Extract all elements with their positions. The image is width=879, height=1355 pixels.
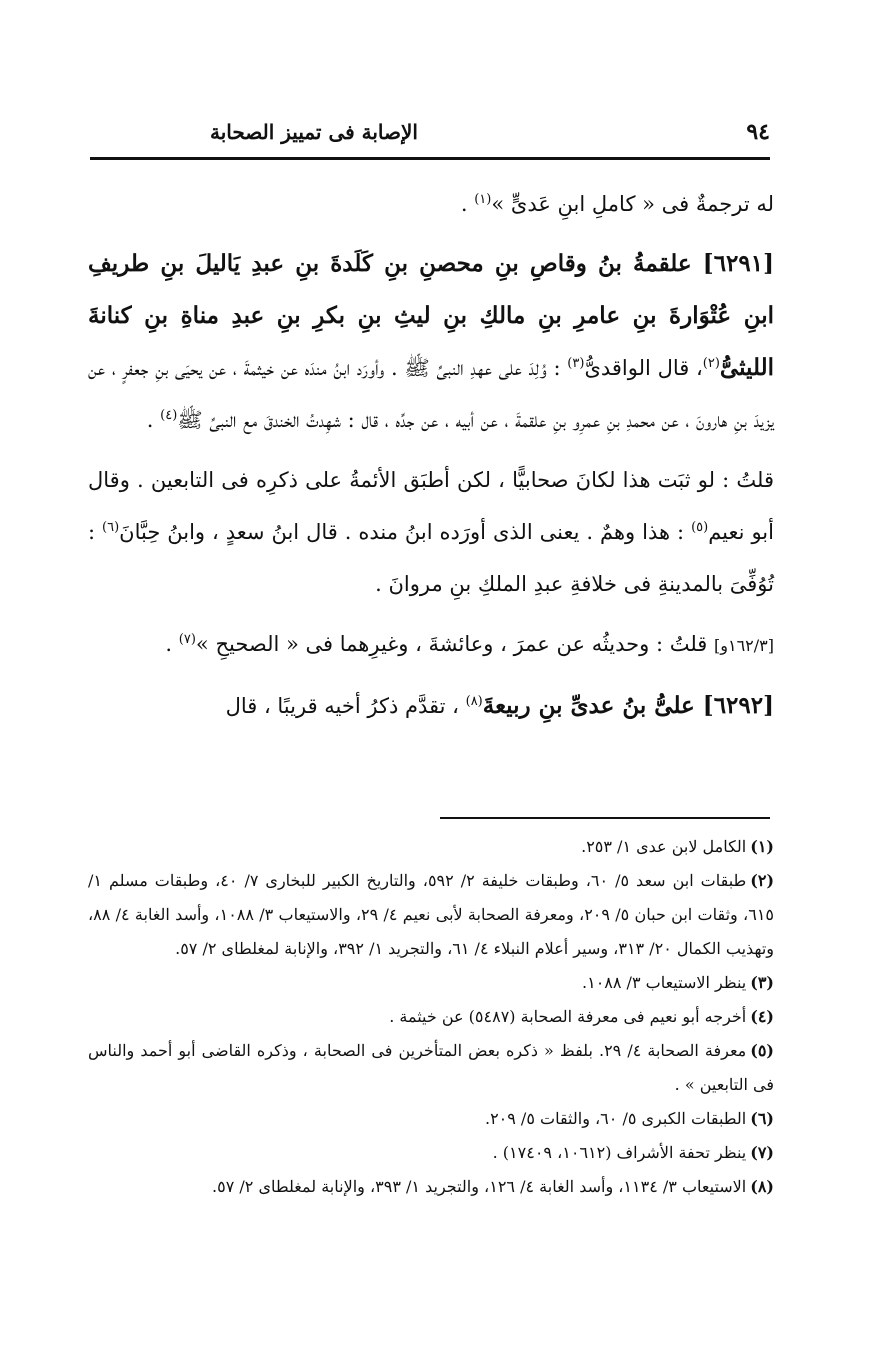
footnote [88,830,774,864]
manuscript-ref: [١٦٢/٣و] [714,636,774,655]
paragraph-end: . [460,192,475,216]
paragraph-end: . [165,632,179,656]
footnote-ref: (١) [474,192,492,207]
paragraph-text: : هذا وهمٌ . يعنى الذى أورَده ابنُ منده . قال ابنُ سعدٍ ، وابنُ حِبَّانَ [119,520,692,544]
footnote-ref: (٦) [102,520,120,535]
entry-name: علقمةُ بنُ وقاصِ بنِ محصنِ بنِ كَلَدةَ بنِ عبدِ يَاليلَ بنِ طريفِ ابنِ عُتْوَارةَ بنِ عامرِ بنِ مالكِ بنِ ليثِ بنِ بكرِ بنِ عبدِ مناةِ بنِ كنانةَ الليثىُّ [88,250,774,381]
footnote-text: ينظر الاستيعاب ٣/ ١٠٨٨. [582,973,747,992]
footnote [88,1102,774,1136]
entry-text: ، قال الواقدىُّ [584,356,703,380]
paragraph-text: له ترجمةٌ فى « كاملِ ابنِ عَدىٍّ » [491,192,774,216]
footnote-rule [440,817,770,819]
footnote-text: الكامل لابن عدى ١/ ٢٥٣. [581,837,747,856]
entry-6291 [88,238,774,446]
header-rule [90,157,770,160]
footnote-number: (٧) [750,1143,774,1162]
footnote-number: (٣) [750,973,774,992]
footnote-text: الاستيعاب ٣/ ١١٣٤، وأسد الغابة ٤/ ١٢٦، والتجريد ١/ ٣٩٣، والإنابة لمغلطاى ٢/ ٥٧. [212,1177,747,1196]
footnote-ref: (٨) [465,694,483,709]
footnote-text: ينظر تحفة الأشراف (١٠٦١٢، ١٧٤٠٩) . [492,1143,747,1162]
page-header [90,112,770,152]
paragraph-note [88,618,774,672]
entry-text: : وُلِدَ على عهدِ النبىِّ ﷺ . وأورَد ابنُ مندَه عن خيثمةَ ، عن يحيَى بنِ جعفرٍ ، عن يزيدَ بنِ هارونَ ، عن محمدِ بنِ عمرِو بنِ علقمةَ ، عن أبيه ، عن جدِّه ، قال : شهِدتُ الخندقَ مع النبىِّ ﷺ [88,356,774,432]
paragraph-text: قلتُ : وحديثُه عن عمرَ ، وعائشةَ ، وغيرِهما فى « الصحيحِ » [195,632,715,656]
entry-number: [٦٢٩٢] [702,692,774,719]
footnote-ref: (٣) [567,356,585,371]
footnote-number: (١) [750,837,774,856]
footnote [88,1034,774,1102]
footnote [88,864,774,966]
paragraph-text: : تُوُفِّىَ بالمدينةِ فى خلافةِ عبدِ الملكِ بنِ مروانَ . [88,520,774,596]
main-text [88,178,774,740]
running-title: الإصابة فى تمييز الصحابة [210,120,418,144]
entry-name: علىُّ بنُ عدىِّ بنِ ربيعةَ [482,692,703,719]
footnote-text: معرفة الصحابة ٤/ ٢٩. بلفظ « ذكره بعض المتأخرين فى الصحابة ، وذكره القاضى أبو أحمد والناس فى التابعين » . [88,1041,774,1094]
footnote-ref: (٥) [691,520,709,535]
footnote-text: طبقات ابن سعد ٥/ ٦٠، وطبقات خليفة ٢/ ٥٩٢، والتاريخ الكبير للبخارى ٧/ ٤٠، وطبقات مسلم ١/ ٦١٥، وثقات ابن حبان ٥/ ٢٠٩، ومعرفة الصحابة لأبى نعيم ٤/ ٢٩، والاستيعاب ٣/ ١٠٨٨، وأسد الغابة ٤/ ٨٨، وتهذيب الكمال ٢٠/ ٣١٣، وسير أعلام النبلاء ٤/ ٦١، والتجريد ١/ ٣٩٢، والإنابة لمغلطاى ٢/ ٥٧. [88,871,774,958]
footnote [88,1000,774,1034]
footnote-number: (٥) [750,1041,774,1060]
footnote-number: (٦) [750,1109,774,1128]
footnote-ref: (٢) [702,356,720,371]
footnote-number: (٤) [750,1007,774,1026]
footnote-text: الطبقات الكبرى ٥/ ٦٠، والثقات ٥/ ٢٠٩. [484,1109,747,1128]
paragraph-comment [88,454,774,610]
entry-number: [٦٢٩١] [702,250,774,277]
paragraph-1 [88,178,774,230]
page-number: ٩٤ [746,119,770,145]
footnote-number: (٢) [750,871,775,890]
entry-end: . [146,408,161,432]
paragraph-text: قلتُ : لو ثبَت هذا لكانَ صحابيًّا ، لكن أطبَق الأئمةُ على ذكرِه فى التابعين . وقال أبو نعيم [88,468,774,544]
entry-6292 [88,680,774,732]
footnote [88,1170,774,1204]
footnote-number: (٨) [750,1177,774,1196]
footnote-ref: (٧) [178,632,196,647]
entry-text: ، تقدَّم ذكرُ أخيه قريبًا ، قال [225,694,466,718]
footnotes [88,830,774,1204]
footnote-text: أخرجه أبو نعيم فى معرفة الصحابة (٥٤٨٧) عن خيثمة . [389,1007,747,1026]
footnote [88,966,774,1000]
footnote-ref: (٤) [160,408,178,423]
footnote [88,1136,774,1170]
